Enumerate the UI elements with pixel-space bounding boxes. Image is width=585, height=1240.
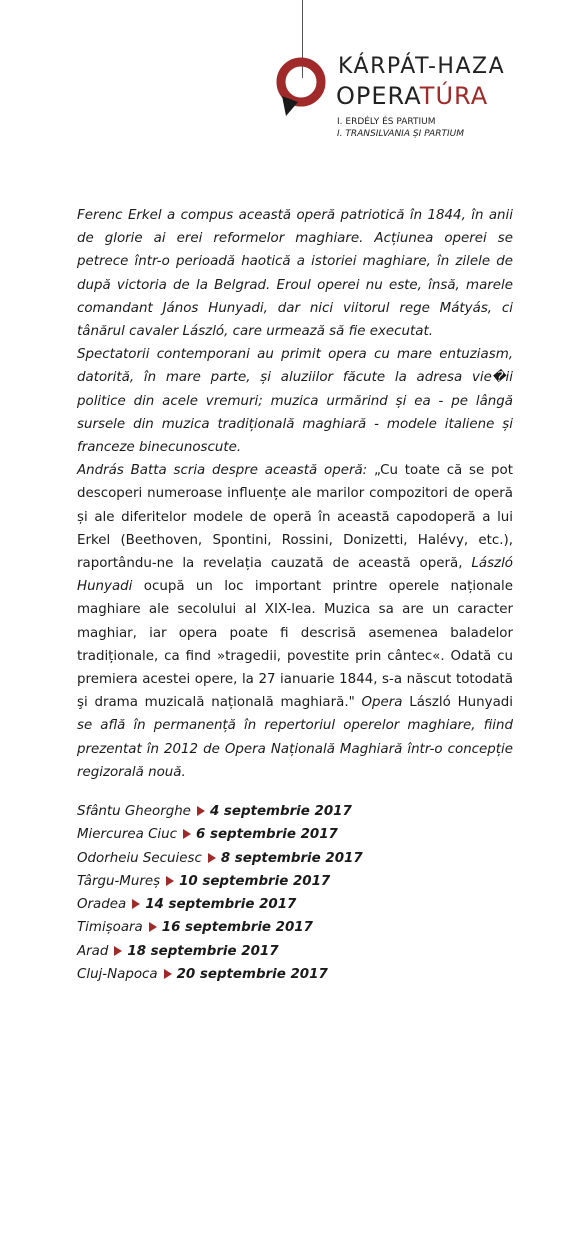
- schedule-city: Sfântu Gheorghe: [77, 804, 191, 819]
- article-body: [77, 204, 513, 784]
- article-paragraph-reception: Spectatorii contemporani au primit opera cu mare entuziasm, datorită, în mare parte, și aluziilor făcute la adresa vie�ii politice din acele vremuri; muzica urmărind și ea - pe lângă sursele din muzica tradițională maghiară - modele italiene și franceze binecunoscute.: [77, 347, 513, 456]
- arrow-right-icon: [183, 829, 191, 839]
- schedule-date: 6 septembrie 2017: [196, 827, 338, 843]
- arrow-right-icon: [149, 922, 157, 932]
- schedule-date: 10 septembrie 2017: [179, 873, 331, 889]
- schedule-city: Cluj-Napoca: [77, 967, 158, 983]
- opera-word: Opera: [361, 695, 403, 711]
- arrow-right-icon: [208, 853, 216, 863]
- schedule-city: Târgu-Mureș: [77, 873, 161, 889]
- schedule-date: 20 septembrie 2017: [176, 967, 328, 983]
- schedule-city: Odorheiu Secuiesc: [77, 850, 202, 866]
- opera-title-second: László Hunyadi: [402, 695, 513, 711]
- schedule-date: 16 septembrie 2017: [161, 920, 313, 936]
- schedule-date: 14 septembrie 2017: [145, 897, 297, 913]
- schedule-city: Arad: [77, 943, 109, 959]
- schedule-item: [77, 940, 513, 963]
- schedule-city: Timișoara: [77, 920, 143, 936]
- arrow-right-icon: [164, 969, 172, 979]
- logo-title-operatura: [336, 82, 488, 110]
- quote-text-part2: ocupă un loc important printre operele naționale maghiare ale secolului al XIX-lea. Muzica sa are un caracter maghiar, iar opera poate fi descrisă asemenea baladelor tradiționale, ca find »tragedii, povestite prin cântec«. Odată cu premiera acestei opere, la 27 ianuarie 1844, s-a născut totodată şi drama muzicală națională maghiară.": [77, 579, 513, 711]
- schedule-item: [77, 823, 513, 846]
- article-paragraph-quote: [77, 459, 513, 784]
- arrow-right-icon: [166, 876, 174, 886]
- schedule-item: [77, 847, 513, 870]
- logo-subtitle-romanian: I. TRANSILVANIA ȘI PARTIUM: [337, 129, 464, 139]
- arrow-right-icon: [114, 946, 122, 956]
- schedule-date: 18 septembrie 2017: [127, 943, 279, 959]
- schedule-item: [77, 800, 513, 823]
- logo-subtitle-hungarian: I. ERDÉLY ÉS PARTIUM: [337, 117, 436, 127]
- schedule-city: Oradea: [77, 897, 127, 913]
- logo-title-karpat-haza: KÁRPÁT-HAZA: [338, 54, 506, 79]
- logo-title-opera: OPERA: [336, 82, 420, 110]
- arrow-right-icon: [197, 806, 205, 816]
- article-closing-text: se află în permanență în repertoriul operelor maghiare, fiind prezentat în 2012 de Opera Națională Maghiară într-o concepție regizorală nouă.: [77, 718, 513, 780]
- schedule-item: [77, 893, 513, 916]
- quote-text-part1: „Cu toate că se pot descoperi numeroase influențe ale marilor compozitori de operă și ale diferitelor modele de operă în această capodoperă a lui Erkel (Beethoven, Spontini, Rossini, Donizetti, Halévy, etc.), raportându-ne la revelația cauzată de această operă,: [77, 463, 513, 572]
- quote-intro: András Batta scria despre această operă:: [77, 463, 374, 479]
- schedule-item: [77, 870, 513, 893]
- tour-schedule-list: [77, 800, 513, 986]
- opera-logo-icon: [268, 52, 338, 128]
- quote-opera-title: László Hunyadi: [77, 556, 513, 595]
- schedule-city: Miercurea Ciuc: [77, 827, 177, 843]
- article-paragraph-intro: Ferenc Erkel a compus această operă patriotică în 1844, în anii de glorie ai erei reformelor maghiare. Acțiunea operei se petrece într-o perioadă haotică a istoriei maghiare, în zilele de după victoria de la Belgrad. Eroul operei nu este, însă, marele comandant János Hunyadi, dar nici viitorul rege Mátyás, ci tânărul cavaler László, care urmează să fie executat.: [77, 208, 513, 340]
- schedule-item: [77, 963, 513, 986]
- schedule-item: [77, 916, 513, 939]
- schedule-date: 4 septembrie 2017: [209, 804, 352, 819]
- schedule-date: 8 septembrie 2017: [220, 850, 363, 866]
- arrow-right-icon: [132, 899, 140, 909]
- logo-title-tura: TÚRA: [419, 82, 489, 110]
